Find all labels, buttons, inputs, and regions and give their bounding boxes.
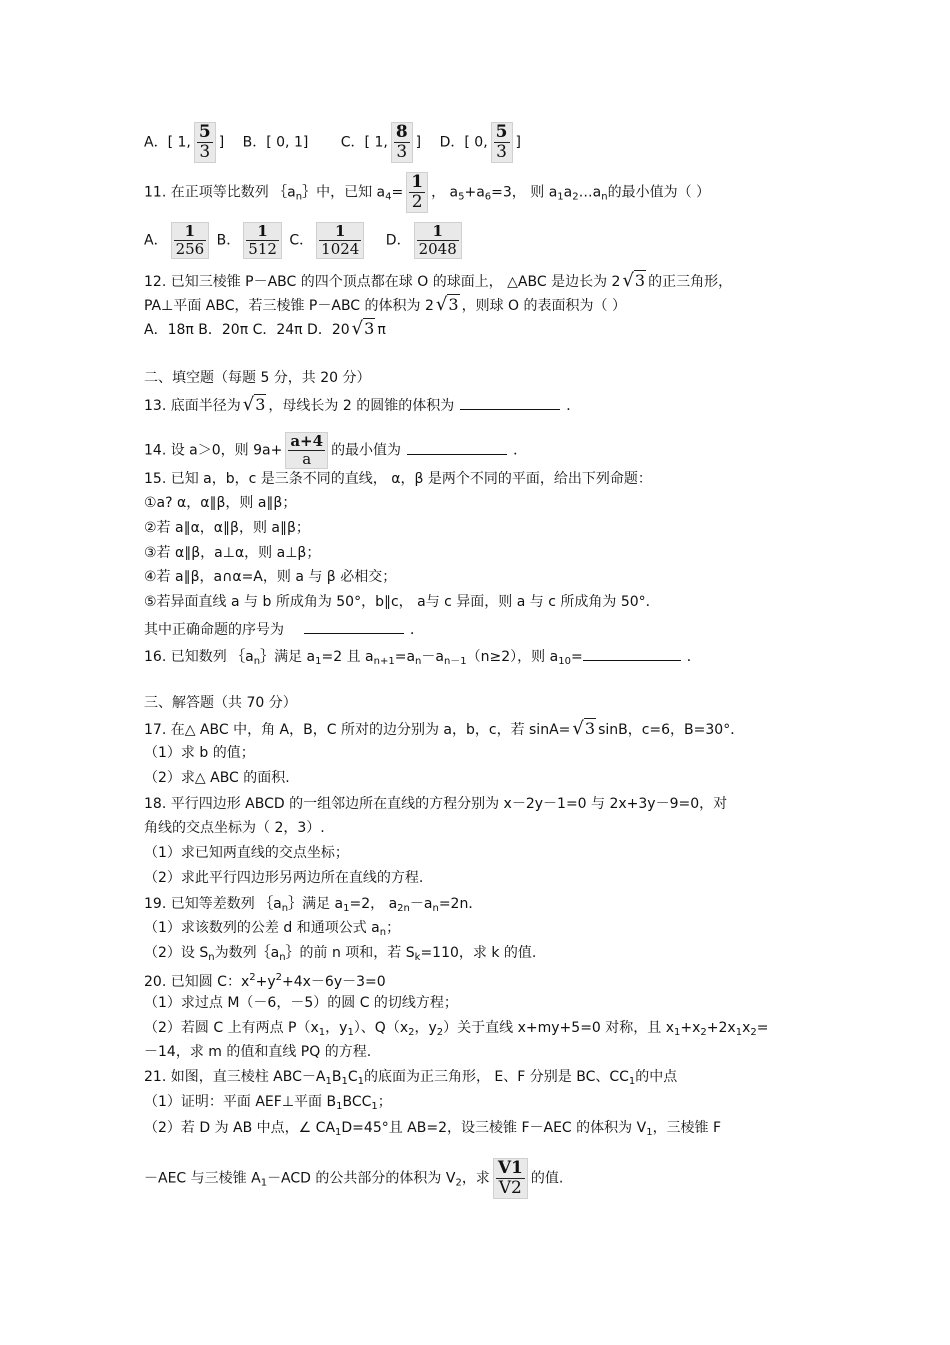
q21 xyxy=(144,1068,677,1091)
radicand: 3 xyxy=(634,271,646,290)
q15-ask xyxy=(144,619,424,639)
frac-num: 1 xyxy=(246,223,279,241)
q21-part-2-cont xyxy=(144,1158,563,1199)
frac-num: 5 xyxy=(198,122,211,142)
frac-num: 1 xyxy=(174,223,207,241)
q17 xyxy=(144,720,744,739)
fraction xyxy=(316,222,364,259)
text: +a xyxy=(464,184,485,201)
fraction xyxy=(406,172,428,213)
subscript: 5 xyxy=(458,191,465,203)
subscript: 10 xyxy=(558,656,571,667)
answer-blank xyxy=(583,646,681,661)
superscript: 2 xyxy=(249,972,256,983)
text: …a xyxy=(578,184,602,201)
text: ， a xyxy=(431,184,459,201)
subscript: 1 xyxy=(343,903,350,914)
subscript: 1 xyxy=(260,1177,268,1189)
q17-part-2: （2）求△ ABC 的面积. xyxy=(144,770,290,786)
text: 21. 如图，直三棱柱 ABC－A xyxy=(144,1069,326,1085)
q11-options xyxy=(144,222,465,259)
text: +x xyxy=(680,1020,701,1036)
q15-prop-4: ④若 a∥β，a∩α=A，则 a 与 β 必相交； xyxy=(144,569,397,585)
answer-blank xyxy=(304,619,404,634)
subscript: 2 xyxy=(700,1027,707,1038)
section-title: 二、填空题（每题 5 分，共 20 分） xyxy=(144,370,371,386)
q10-options xyxy=(144,122,521,163)
q20 xyxy=(144,969,386,991)
text: ，y xyxy=(414,1020,437,1036)
text: ｝满足 a xyxy=(288,896,344,912)
text: －a xyxy=(421,649,444,665)
text: 14. 设 a＞0，则 9a+ xyxy=(144,442,283,459)
subscript: k xyxy=(414,952,421,963)
q11-option-b: B． xyxy=(216,232,241,249)
q11-option-a: A． xyxy=(144,232,168,249)
fraction xyxy=(391,122,413,163)
text: C xyxy=(347,1069,358,1085)
fraction xyxy=(243,222,282,259)
radicand: 3 xyxy=(448,295,459,314)
text: （1）证明：平面 AEF⊥平面 B xyxy=(144,1094,337,1110)
text: PA⊥平面 ABC，若三棱锥 P－ABC 的体积为 2 xyxy=(144,298,434,314)
frac-den: 3 xyxy=(199,142,211,162)
text: D=45°且 AB=2，设三棱锥 F－AEC 的体积为 V xyxy=(341,1120,647,1136)
q21-part-2 xyxy=(144,1119,721,1142)
text: 的值. xyxy=(530,1170,564,1187)
fraction xyxy=(491,122,513,163)
fraction xyxy=(285,432,328,469)
text: （2）若 D 为 AB 中点，∠ CA xyxy=(144,1120,336,1136)
text: 20. 已知圆 C：x xyxy=(144,974,250,990)
frac-den: 1024 xyxy=(321,240,360,258)
bracket: ] xyxy=(415,134,422,151)
subscript: 2n xyxy=(397,903,410,914)
text: 的中点 xyxy=(635,1069,678,1085)
text: =3， 则 a xyxy=(491,184,558,201)
text: 16. 已知数列 ｛a xyxy=(144,649,254,665)
text: = xyxy=(391,184,404,201)
text: （1）求该数列的公差 d 和通项公式 a xyxy=(144,920,380,936)
subscript: n xyxy=(432,903,439,914)
frac-den: a xyxy=(302,450,312,468)
radicand: 3 xyxy=(364,319,375,338)
text: （2）设 S xyxy=(144,945,209,961)
bracket: ] xyxy=(515,134,521,151)
text: 为数列｛a xyxy=(214,945,280,961)
answer-blank xyxy=(460,395,560,410)
answer-blank xyxy=(407,440,507,455)
q10-option-a: A．[ 1, xyxy=(144,134,191,151)
subscript: 4 xyxy=(385,191,392,203)
fraction xyxy=(171,222,210,259)
text: +y xyxy=(255,974,276,990)
frac-den: 3 xyxy=(396,142,408,162)
text: 13. 底面半径为 xyxy=(144,398,241,414)
q10-option-c: C．[ 1, xyxy=(340,134,388,151)
text: ． xyxy=(513,442,528,459)
frac-den: 2048 xyxy=(418,240,457,258)
subscript: 1 xyxy=(341,1076,348,1087)
subscript: n xyxy=(601,191,608,203)
subscript: 1 xyxy=(371,1101,378,1112)
text: ，母线长为 2 的圆锥的体积为 xyxy=(268,398,455,414)
text: ｝的前 n 项和，若 S xyxy=(285,945,415,961)
subscript: 2 xyxy=(408,1027,415,1038)
sqrt: √3 xyxy=(435,294,459,315)
subscript: 1 xyxy=(357,1076,364,1087)
frac-num: 1 xyxy=(319,223,361,241)
q18-part-2: （2）求此平行四边形另两边所在直线的方程. xyxy=(144,870,424,886)
subscript: 1 xyxy=(318,1027,326,1038)
frac-num: a+4 xyxy=(290,432,324,450)
frac-num: 8 xyxy=(395,122,408,142)
text: = xyxy=(570,649,583,665)
q11-option-c: C． xyxy=(289,232,314,249)
subscript: n xyxy=(279,952,286,963)
subscript: n xyxy=(415,656,422,667)
subscript: n－1 xyxy=(443,656,467,667)
text: ）关于直线 x+my+5=0 对称，且 x xyxy=(443,1020,675,1036)
subscript: 1 xyxy=(336,1101,343,1112)
subscript: 1 xyxy=(347,1027,354,1038)
q19-part-2 xyxy=(144,944,536,967)
q17-part-1: （1）求 b 的值； xyxy=(144,745,255,761)
subscript: n xyxy=(295,191,303,203)
radicand: 3 xyxy=(584,719,596,738)
q12-line1 xyxy=(144,272,732,291)
q18-line1: 18. 平行四边形 ABCD 的一组邻边所在直线的方程分别为 x－2y－1=0 与 2x+3y－9=0，对 xyxy=(144,796,728,812)
text: ． xyxy=(686,649,701,665)
fraction xyxy=(194,122,216,163)
q12-options xyxy=(144,320,386,339)
sqrt: √3 xyxy=(572,718,596,739)
frac-num: V1 xyxy=(497,1158,523,1178)
q18-part-1: （1）求已知两直线的交点坐标； xyxy=(144,845,349,861)
text: ． xyxy=(410,622,424,638)
subscript: 1 xyxy=(735,1027,743,1038)
text: －ACD 的公共部分的体积为 V xyxy=(267,1170,456,1187)
q15-prop-5: ⑤若异面直线 a 与 b 所成角为 50°，b∥c， a与 c 异面，则 a 与 c 所成角为 50°． xyxy=(144,594,660,610)
text: ，求 xyxy=(461,1170,490,1187)
subscript: 1 xyxy=(628,1076,636,1087)
text: ； xyxy=(386,920,401,936)
text: =a xyxy=(394,649,416,665)
text: －AEC 与三棱锥 A xyxy=(144,1170,261,1187)
superscript: 2 xyxy=(275,972,282,983)
text: =2， a xyxy=(349,896,398,912)
q15-prop-3: ③若 α∥β，a⊥α，则 a⊥β； xyxy=(144,545,321,561)
text: ． xyxy=(566,398,581,414)
bracket: ] xyxy=(218,134,225,151)
fraction xyxy=(414,222,462,259)
subscript: 2 xyxy=(572,191,579,203)
text: 的最小值为（ ） xyxy=(607,184,711,201)
q16 xyxy=(144,646,701,671)
text: ）、Q（x xyxy=(353,1020,409,1036)
q20-part-2-cont: －14，求 m 的值和直线 PQ 的方程. xyxy=(144,1044,372,1060)
subscript: n xyxy=(379,927,387,938)
text: （n≥2），则 a xyxy=(466,649,559,665)
text: =2 且 a xyxy=(321,649,374,665)
q10-option-b: B．[ 0, 1] xyxy=(242,134,309,151)
frac-num: 1 xyxy=(417,223,459,241)
text: ； xyxy=(377,1094,392,1110)
subscript: n xyxy=(208,952,215,963)
text: ，y xyxy=(325,1020,348,1036)
text: 的正三角形， xyxy=(648,274,733,290)
text: sinB，c=6，B=30°． xyxy=(598,722,745,738)
frac-den: 256 xyxy=(175,240,205,258)
text: 的最小值为 xyxy=(331,442,402,459)
q21-part-1 xyxy=(144,1093,392,1116)
sqrt: √3 xyxy=(351,318,375,339)
text: 12. 已知三棱锥 P－ABC 的四个顶点都在球 O 的球面上， △ABC 是边长为 2 xyxy=(144,274,621,290)
subscript: 1 xyxy=(646,1127,653,1138)
sqrt: √3 xyxy=(242,394,266,415)
text: 11. 在正项等比数列 ｛a xyxy=(144,184,296,201)
q10-option-d: D．[ 0, xyxy=(439,134,488,151)
section-title: 三、解答题（共 70 分） xyxy=(144,695,297,711)
text: ｝满足 a xyxy=(260,649,316,665)
text: ｝中，已知 a xyxy=(302,184,386,201)
q15-prop-1: ①a? α，α∥β，则 a∥β； xyxy=(144,495,297,511)
q11-option-d: D． xyxy=(385,232,411,249)
subscript: n+1 xyxy=(373,656,395,667)
frac-den: V2 xyxy=(498,1178,522,1198)
sqrt: √3 xyxy=(622,270,646,291)
q20-part-1: （1）求过点 M（－6，－5）的圆 C 的切线方程； xyxy=(144,995,458,1011)
q18-line2: 角线的交点坐标为（ 2，3）. xyxy=(144,820,325,836)
frac-num: 5 xyxy=(495,122,508,142)
text: =110，求 k 的值. xyxy=(420,945,537,961)
frac-den: 512 xyxy=(248,240,277,258)
subscript: 1 xyxy=(315,656,322,667)
q20-part-2 xyxy=(144,1019,769,1042)
text: B xyxy=(331,1069,342,1085)
subscript: 6 xyxy=(484,191,492,203)
q11-stem xyxy=(144,172,710,213)
text: 19. 已知等差数列 ｛a xyxy=(144,896,282,912)
q19 xyxy=(144,895,482,918)
text: －a xyxy=(409,896,433,912)
subscript: 1 xyxy=(674,1027,681,1038)
subscript: n xyxy=(253,656,261,667)
frac-num: 1 xyxy=(411,172,424,192)
q13 xyxy=(144,395,580,415)
fraction xyxy=(493,1158,528,1199)
text: +4x－6y－3=0 xyxy=(282,974,386,990)
text: BCC xyxy=(342,1094,372,1110)
text: =2n． xyxy=(438,896,483,912)
text: 的底面为正三角形， E、F 分别是 BC、CC xyxy=(363,1069,629,1085)
subscript: 1 xyxy=(335,1127,342,1138)
text: π xyxy=(377,322,386,338)
subscript: 2 xyxy=(455,1177,462,1189)
frac-den: 2 xyxy=(411,192,423,212)
frac-den: 3 xyxy=(496,142,507,162)
text: （2）若圆 C 上有两点 P（x xyxy=(144,1020,319,1036)
text: ，则球 O 的表面积为（ ） xyxy=(461,298,626,314)
subscript: 1 xyxy=(557,191,564,203)
text: ，三棱锥 F xyxy=(652,1120,722,1136)
q12-line2 xyxy=(144,296,626,315)
subscript: 1 xyxy=(325,1076,332,1087)
text: 17. 在△ ABC 中，角 A，B，C 所对的边分别为 a，b，c，若 sinA= xyxy=(144,722,571,738)
q14 xyxy=(144,432,527,469)
subscript: n xyxy=(281,903,289,914)
text: a xyxy=(563,184,573,201)
text: 其中正确命题的序号为 xyxy=(144,622,284,638)
subscript: 2 xyxy=(750,1027,757,1038)
q15-prop-2: ②若 a∥α，α∥β，则 a∥β； xyxy=(144,520,310,536)
subscript: 2 xyxy=(436,1027,444,1038)
text: A．18π B．20π C．24π D．20 xyxy=(144,322,350,338)
q15-stem: 15. 已知 a，b，c 是三条不同的直线， α，β 是两个不同的平面，给出下列命题： xyxy=(144,471,652,487)
q19-part-1 xyxy=(144,919,400,942)
radicand: 3 xyxy=(255,395,266,414)
text: x xyxy=(742,1020,751,1036)
text: = xyxy=(756,1020,769,1036)
text: +2x xyxy=(706,1020,736,1036)
